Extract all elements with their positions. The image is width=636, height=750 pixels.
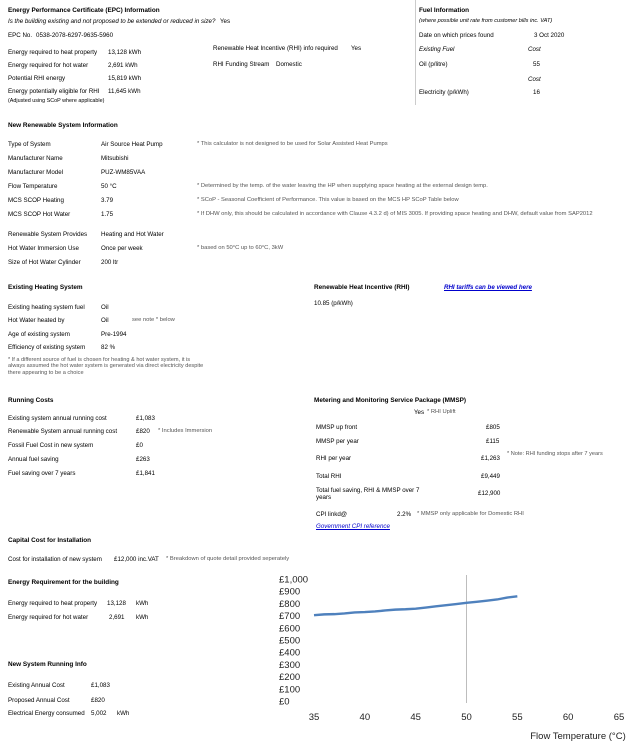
mmsp-upfront-value: £805: [486, 424, 500, 431]
epc-eligible-label: Energy potentially eligible for RHI: [8, 88, 100, 95]
new-system-row-label: MCS SCOP Heating: [8, 197, 64, 204]
x-tick-label: 45: [410, 712, 421, 723]
new-system-row-label: Manufacturer Name: [8, 155, 63, 162]
x-tick-label: 40: [359, 712, 371, 723]
mmsp-cpi-note: * MMSP only applicable for Domestic RHI: [417, 511, 524, 517]
y-tick-label: £800: [279, 598, 301, 610]
rhi-info-value: Yes: [351, 45, 362, 52]
y-tick-label: £200: [279, 672, 301, 684]
new-system-row-value: Air Source Heat Pump: [101, 141, 163, 148]
y-tick-label: £1,000: [279, 574, 309, 586]
fuel-date-value: 3 Oct 2020: [534, 32, 565, 39]
x-tick-label: 65: [613, 712, 625, 723]
nr-elec-unit: kWh: [117, 710, 130, 717]
mmsp-total-saving-value: £12,900: [478, 490, 501, 497]
nr-existing-value: £1,083: [91, 682, 110, 689]
epc-adjusted-note: (Adjusted using SCoP where applicable): [8, 98, 105, 104]
fuel-existing-label: Existing Fuel: [419, 46, 455, 53]
rhi-info-label: Renewable Heat Incentive (RHI) info required: [213, 45, 338, 52]
series-line: [314, 596, 517, 615]
fuel-elec-value: 16: [533, 89, 540, 96]
y-tick-label: £100: [279, 684, 301, 696]
y-tick-label: £400: [279, 647, 301, 659]
req-hw-unit: kWh: [136, 614, 149, 621]
capital-value: £12,000 inc.VAT: [114, 556, 159, 563]
running-row-value: £820: [136, 428, 150, 435]
new-system-row-label: Size of Hot Water Cylinder: [8, 259, 81, 266]
epc-hw-label: Energy required for hot water: [8, 62, 89, 69]
existing-footnote: * If a different source of fuel is chosen for heating & hot water system, it is always assumed the hot water system is generated via direct electricity despite there appearing to be a choice: [8, 357, 204, 376]
epc-question-answer: Yes: [220, 18, 231, 25]
existing-age-label: Age of existing system: [8, 331, 70, 338]
fuel-subtitle: (where possible unit rate from customer bills inc. VAT): [419, 18, 553, 24]
mmsp-total-rhi-label: Total RHI: [316, 473, 342, 480]
epc-heat-label: Energy required to heat property: [8, 49, 98, 56]
mmsp-upfront-label: MMSP up front: [316, 424, 358, 431]
mmsp-title: Metering and Monitoring Service Package (MMSP): [314, 397, 466, 404]
x-tick-label: 35: [308, 712, 320, 723]
mmsp-per-year-label: MMSP per year: [316, 438, 359, 445]
capital-title: Capital Cost for Installation: [8, 537, 92, 544]
running-row-value: £263: [136, 456, 150, 463]
running-row-label: Renewable System annual running cost: [8, 428, 118, 435]
existing-title: Existing Heating System: [8, 284, 83, 291]
existing-hw-label: Hot Water heated by: [8, 317, 65, 324]
epc-hw-value: 2,691 kWh: [108, 62, 138, 69]
epc-question: Is the building existing and not proposed to be extended or reduced in size?: [8, 18, 216, 25]
rhi-rate: 10.85 (p/kWh): [314, 300, 353, 307]
existing-hw-value: Oil: [101, 317, 109, 324]
x-tick-label: 50: [461, 712, 472, 723]
req-heat-value: 13,128: [107, 600, 126, 607]
req-heat-label: Energy required to heat property: [8, 600, 98, 607]
fuel-oil-label: Oil (p/litre): [419, 61, 448, 68]
new-system-row-value: Heating and Hot Water: [101, 231, 164, 238]
new-system-row-note: * based on 50°C up to 60°C, 3kW: [197, 245, 284, 251]
new-system-row-value: Mitsubishi: [101, 155, 129, 162]
y-tick-label: £700: [279, 611, 301, 623]
nr-proposed-label: Proposed Annual Cost: [8, 697, 70, 704]
mmsp-yes: Yes: [414, 409, 425, 416]
new-system-row-value: 3.79: [101, 197, 114, 204]
mmsp-total-rhi-value: £9,449: [481, 473, 500, 480]
req-hw-label: Energy required for hot water: [8, 614, 89, 621]
req-heat-unit: kWh: [136, 600, 149, 607]
running-row-label: Fossil Fuel Cost in new system: [8, 442, 94, 449]
rhi-title: Renewable Heat Incentive (RHI): [314, 284, 410, 291]
new-system-row-note: * If DHW only, this should be calculated in accordance with Clause 4.3.2 d) of MIS 3005. If providing space heating and DHW, default value from SAP2012: [197, 211, 593, 217]
fuel-title: Fuel Information: [419, 7, 470, 14]
nr-elec-label: Electrical Energy consumed: [8, 710, 85, 717]
rhi-tariffs-link[interactable]: RHI tariffs can be viewed here: [444, 284, 532, 291]
new-system-row-label: MCS SCOP Hot Water: [8, 211, 71, 218]
epc-no-label: EPC No.: [8, 32, 33, 39]
new-system-row-value: 200 ltr: [101, 259, 119, 266]
y-tick-label: £900: [279, 586, 301, 598]
new-system-row-note: * Determined by the temp. of the water leaving the HP when supplying space heating at the external design temp.: [197, 183, 488, 189]
existing-fuel-label: Existing heating system fuel: [8, 304, 85, 311]
new-running-title: New System Running Info: [8, 661, 87, 668]
nr-existing-label: Existing Annual Cost: [8, 682, 65, 689]
fuel-date-label: Date on which prices found: [419, 32, 494, 39]
nr-proposed-value: £820: [91, 697, 105, 704]
epc-heat-value: 13,128 kWh: [108, 49, 142, 56]
new-system-row-label: Type of System: [8, 141, 51, 148]
epc-eligible-value: 11,645 kWh: [108, 88, 141, 95]
new-system-row-label: Renewable System Provides: [8, 231, 88, 238]
y-tick-label: £300: [279, 659, 301, 671]
existing-age-value: Pre-1994: [101, 331, 127, 338]
mmsp-cpi-label: CPI linkd@: [316, 511, 348, 518]
running-row-label: Existing system annual running cost: [8, 415, 107, 422]
running-row-label: Annual fuel saving: [8, 456, 59, 463]
running-row-value: £0: [136, 442, 143, 449]
x-tick-label: 55: [512, 712, 523, 723]
requirement-title: Energy Requirement for the building: [8, 579, 119, 586]
new-system-row-label: Flow Temperature: [8, 183, 58, 190]
mmsp-per-year-value: £115: [486, 438, 500, 445]
rhi-stream-label: RHI Funding Stream: [213, 61, 270, 68]
epc-title: Energy Performance Certificate (EPC) Information: [8, 7, 160, 14]
y-tick-label: £600: [279, 623, 301, 635]
running-row-note: * Includes Immersion: [158, 428, 213, 434]
new-system-row-label: Manufacturer Model: [8, 169, 64, 176]
existing-hw-note: see note * below: [132, 317, 175, 323]
y-tick-label: £0: [279, 696, 290, 708]
running-title: Running Costs: [8, 397, 54, 404]
new-system-row-note: * SCoP - Seasonal Coefficient of Performance. This value is based on the MCS HP SCoP Table below: [197, 197, 459, 203]
existing-eff-value: 82 %: [101, 344, 116, 351]
y-tick-label: £500: [279, 635, 301, 647]
fuel-cost-label: Cost: [528, 46, 541, 53]
mmsp-rhi-year-label: RHI per year: [316, 455, 352, 462]
new-system-row-label: Hot Water Immersion Use: [8, 245, 79, 252]
running-row-value: £1,841: [136, 470, 155, 477]
fuel-cost-label-2: Cost: [528, 76, 541, 83]
epc-rhi-label: Potential RHI energy: [8, 75, 66, 82]
mmsp-total-saving-label: Total fuel saving, RHI & MMSP over 7 years: [316, 487, 420, 502]
epc-no-value: 0538-2078-6297-9635-5960: [36, 32, 114, 39]
mmsp-rhi-note: * Note: RHI funding stops after 7 years: [507, 451, 603, 457]
nr-elec-value: 5,002: [91, 710, 107, 717]
existing-eff-label: Efficiency of existing system: [8, 344, 86, 351]
new-system-row-value: PUZ-WM85VAA: [101, 169, 146, 176]
rhi-stream-value: Domestic: [276, 61, 302, 68]
mmsp-cpi-value: 2.2%: [397, 511, 412, 518]
cpi-reference-link[interactable]: Government CPI reference: [316, 523, 390, 530]
x-axis-label: Flow Temperature (°C): [530, 731, 626, 742]
new-system-title: New Renewable System Information: [8, 122, 118, 129]
new-system-row-note: * This calculator is not designed to be used for Solar Assisted Heat Pumps: [197, 141, 388, 147]
fuel-elec-label: Electricity (p/kWh): [419, 89, 469, 96]
epc-rhi-value: 15,819 kWh: [108, 75, 142, 82]
mmsp-rhi-year-value: £1,263: [481, 455, 500, 462]
new-system-row-value: 1.75: [101, 211, 114, 218]
capital-label: Cost for installation of new system: [8, 556, 102, 563]
mmsp-uplift: * RHI Uplift: [427, 409, 456, 415]
capital-note: * Breakdown of quote detail provided seperately: [166, 556, 290, 562]
fuel-oil-value: 55: [533, 61, 540, 68]
running-row-value: £1,083: [136, 415, 155, 422]
x-tick-label: 60: [562, 712, 574, 723]
new-system-row-value: 50 °C: [101, 183, 117, 190]
running-row-label: Fuel saving over 7 years: [8, 470, 76, 477]
existing-fuel-value: Oil: [101, 304, 109, 311]
req-hw-value: 2,691: [109, 614, 125, 621]
new-system-row-value: Once per week: [101, 245, 143, 252]
